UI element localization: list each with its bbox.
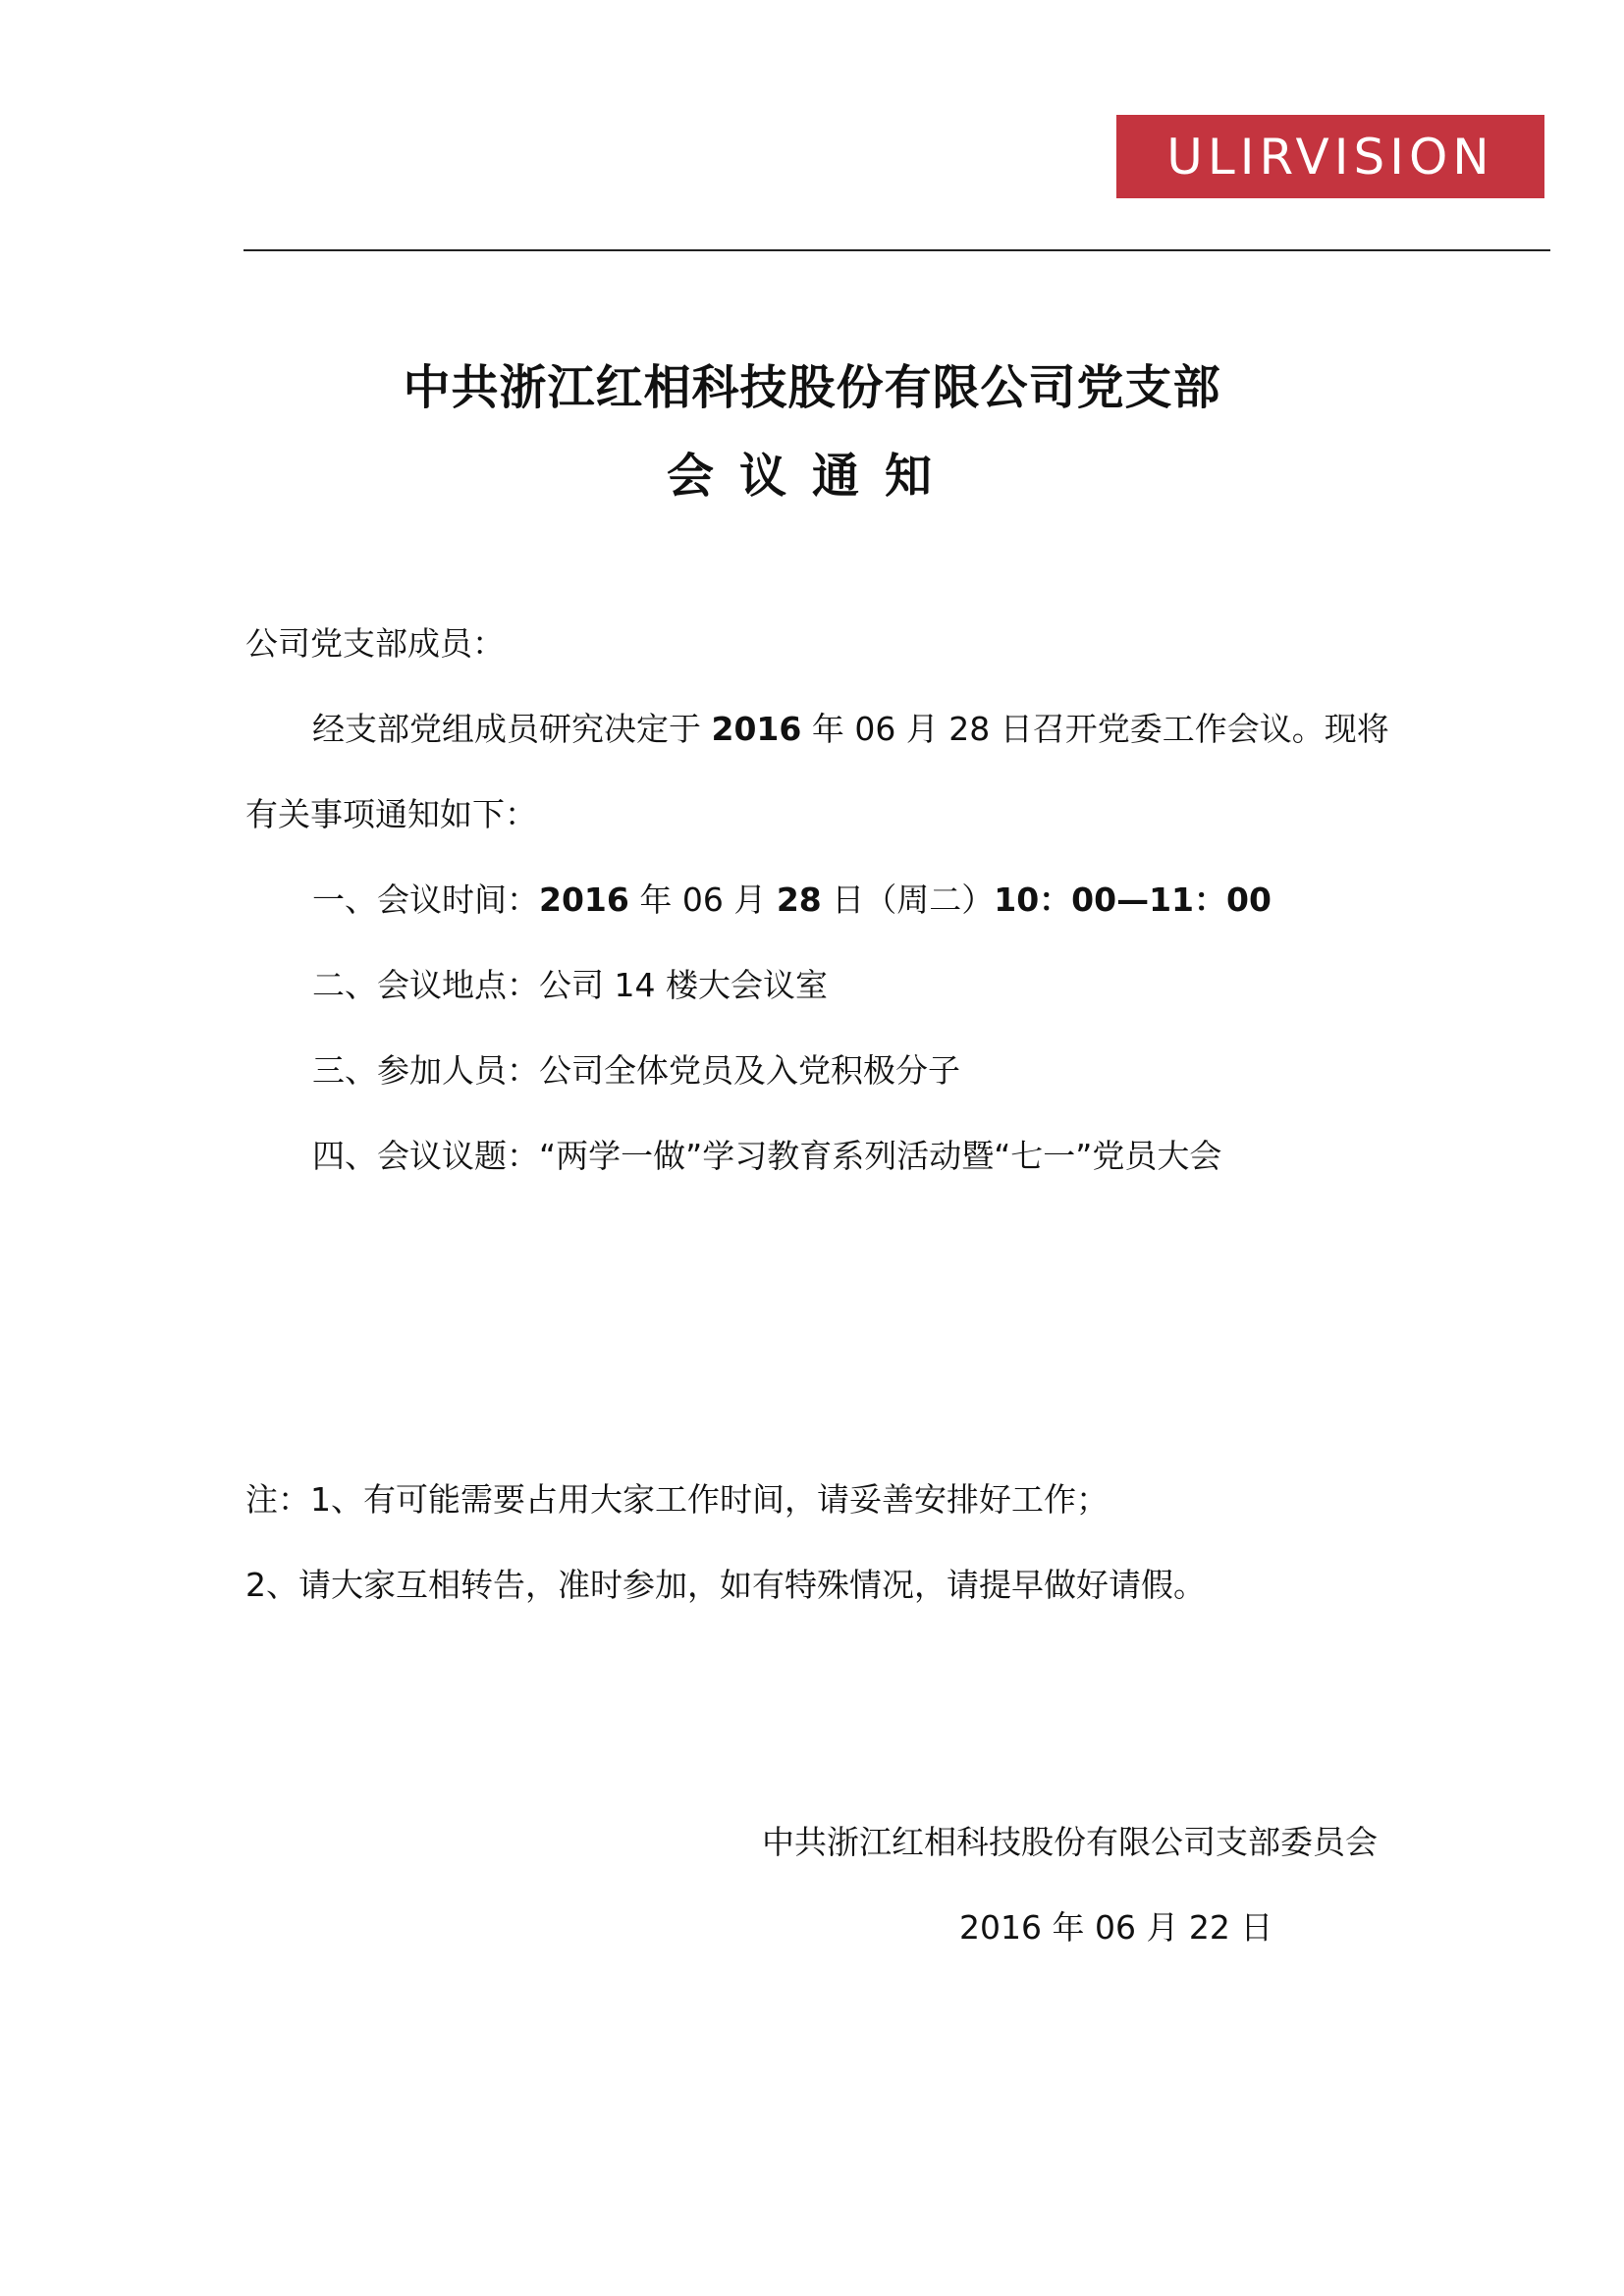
document-title: 中共浙江红相科技股份有限公司党支部	[403, 360, 1221, 415]
intro-year: 2016	[711, 710, 802, 748]
item-meeting-location: 二、会议地点：公司 14 楼大会议室	[312, 966, 828, 1004]
item-meeting-time	[312, 875, 1272, 921]
note-1: 注：1、有可能需要占用大家工作时间，请妥善安排好工作；	[245, 1480, 1109, 1519]
intro-text-b: 年 06 月 28 日召开党委工作会议。现将	[801, 710, 1389, 748]
item1-weekday: 日（周二）	[821, 881, 995, 919]
intro-line-1	[312, 704, 1389, 750]
intro-text-a: 经支部党组成员研究决定于	[312, 710, 712, 748]
note-2: 2、请大家互相转告，准时参加，如有特殊情况，请提早做好请假。	[245, 1566, 1206, 1604]
item-agenda: 四、会议议题：“两学一做”学习教育系列活动暨“七一”党员大会	[312, 1137, 1222, 1175]
logo-text: ULIRVISION	[1166, 128, 1494, 186]
item1-time: 10：00—11：00	[994, 881, 1272, 919]
item-attendees: 三、参加人员：公司全体党员及入党积极分子	[312, 1051, 960, 1090]
header-rule	[244, 249, 1550, 251]
item1-day: 28	[776, 881, 822, 919]
company-logo	[1116, 115, 1544, 198]
item1-mid: 年 06 月	[628, 881, 777, 919]
item1-year: 2016	[539, 881, 629, 919]
salutation: 公司党支部成员：	[245, 624, 505, 663]
document-subtitle: 会议通知	[666, 449, 957, 504]
intro-line-2: 有关事项通知如下：	[245, 795, 537, 833]
signature-org: 中共浙江红相科技股份有限公司支部委员会	[762, 1823, 1378, 1861]
item1-label: 一、会议时间：	[312, 881, 539, 919]
signature-date: 2016 年 06 月 22 日	[959, 1908, 1273, 1947]
